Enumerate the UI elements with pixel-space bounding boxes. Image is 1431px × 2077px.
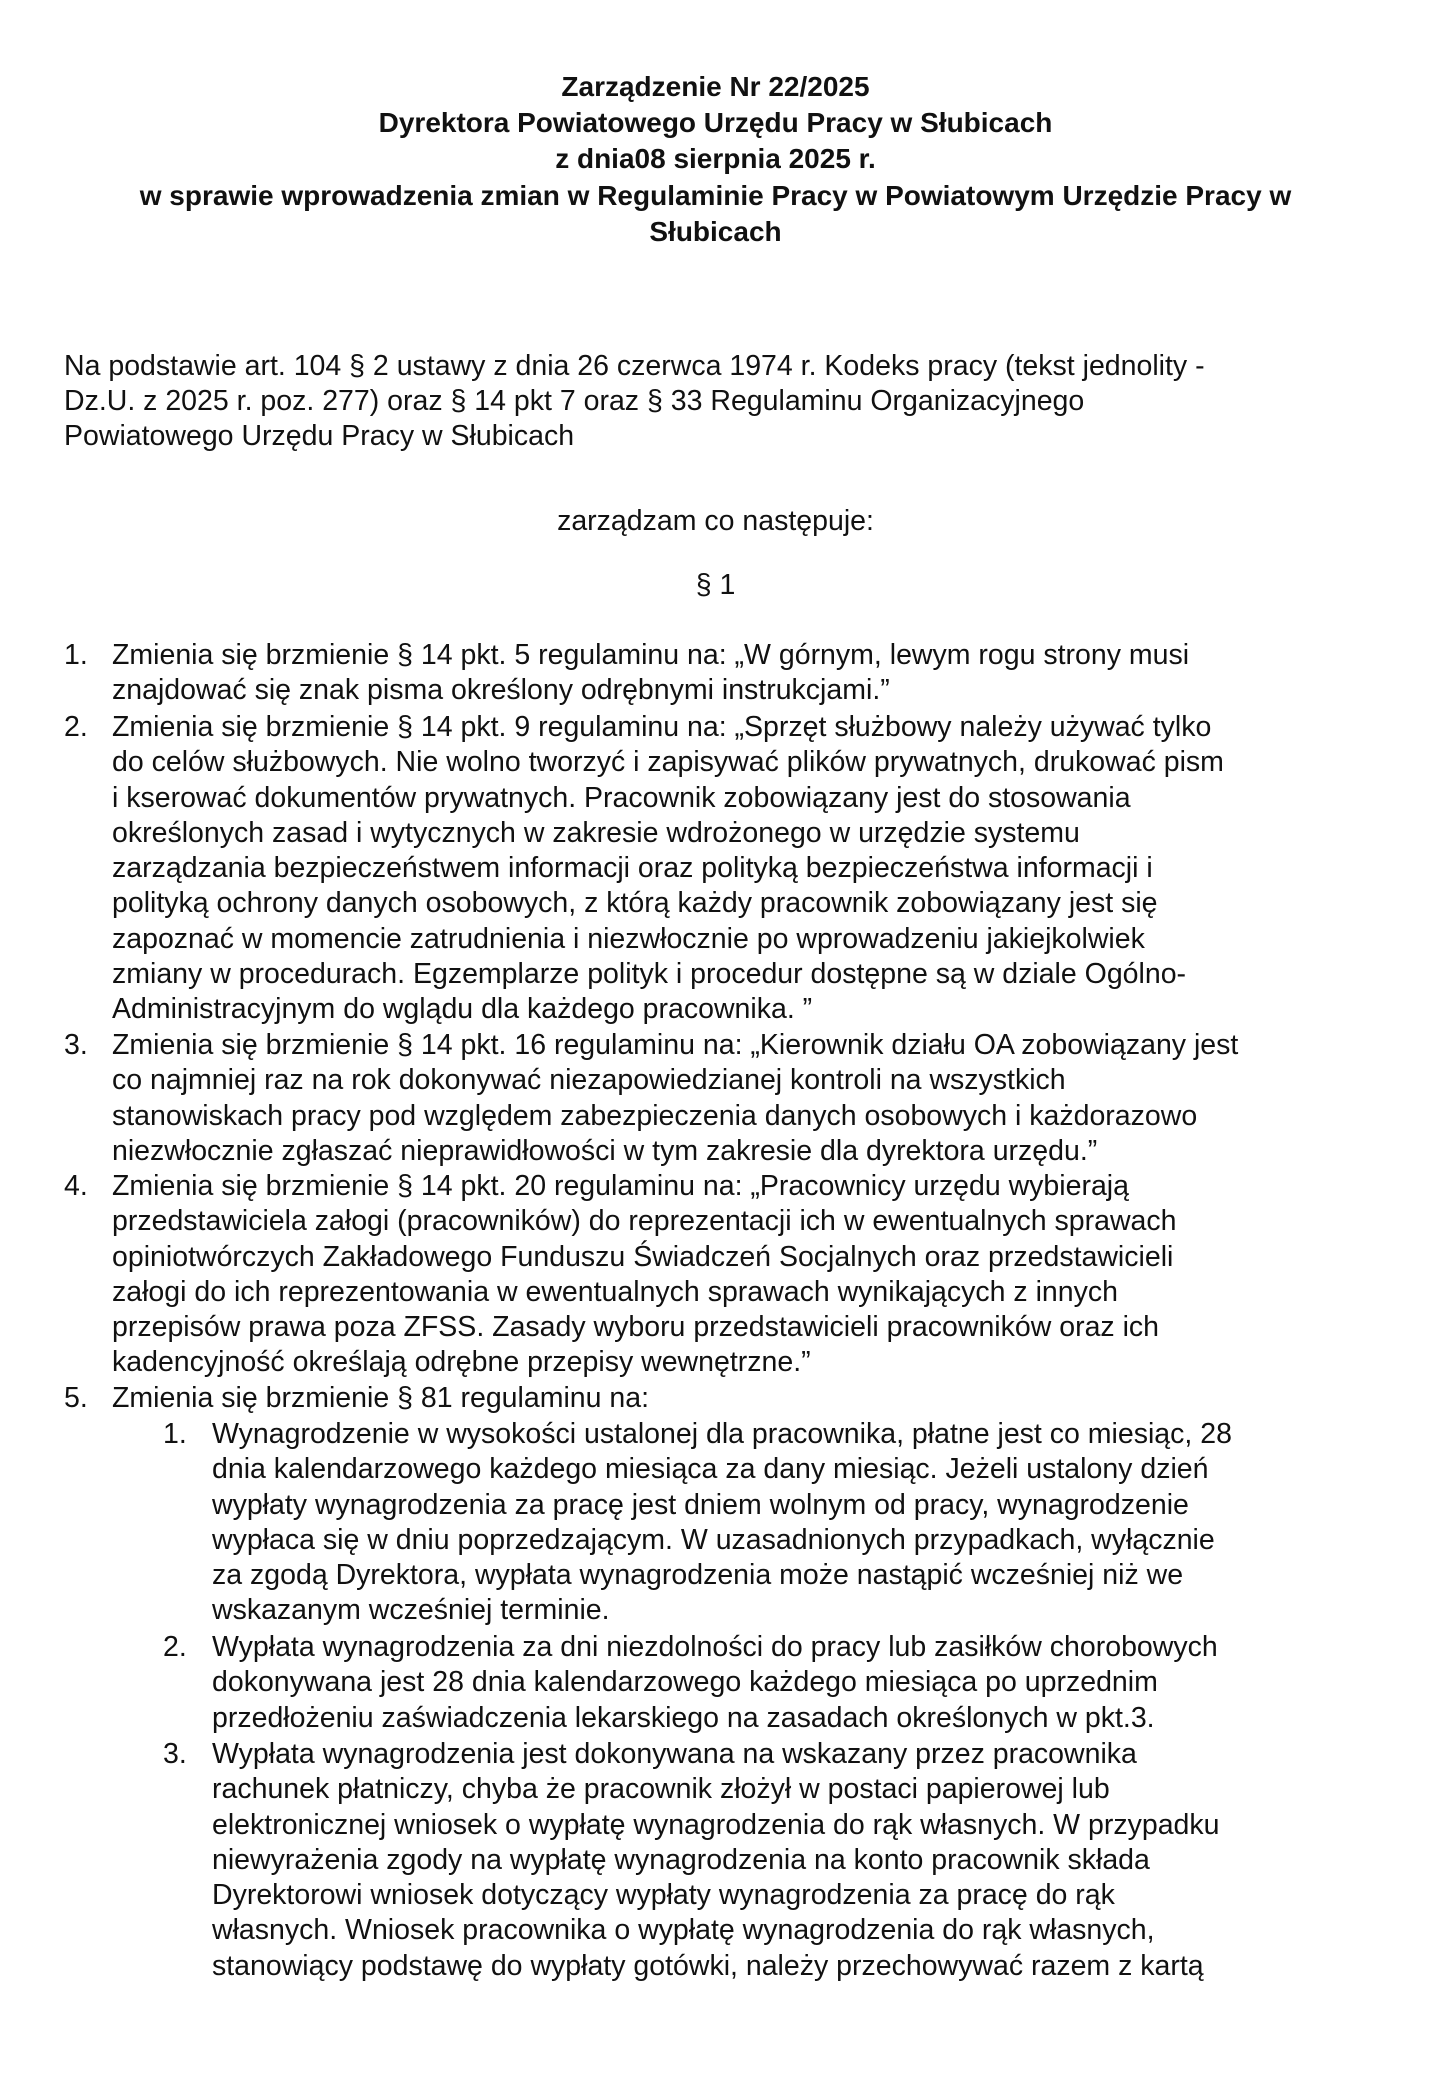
list-item-line: Zmienia się brzmienie § 14 pkt. 9 regulaminu na: „Sprzęt służbowy należy używać tylko — [112, 711, 1212, 743]
sublist-item-line: Wypłata wynagrodzenia za dni niezdolności do pracy lub zasiłków chorobowych — [212, 1631, 1218, 1663]
sublist-item-line: wskazanym wcześniej terminie. — [212, 1594, 610, 1627]
legal-basis-line: Na podstawie art. 104 § 2 ustawy z dnia 26 czerwca 1974 r. Kodeks pracy (tekst jednolity - — [64, 350, 1205, 382]
sublist-item-line: dokonywana jest 28 dnia kalendarzowego każdego miesiąca po uprzednim — [212, 1666, 1158, 1699]
document-subject-line: Słubicach — [649, 216, 782, 247]
sublist-item-line: wypłaty wynagrodzenia za pracę jest dniem wolnym od pracy, wynagrodzenie — [212, 1488, 1189, 1521]
sublist-item-number: 1. — [163, 1418, 187, 1450]
sublist-item-line: Wynagrodzenie w wysokości ustalonej dla pracownika, płatne jest co miesiąc, 28 — [212, 1418, 1232, 1450]
sublist-item — [163, 1737, 1220, 1984]
list-item-line: przedstawiciela załogi (pracowników) do reprezentacji ich w ewentualnych sprawach — [112, 1205, 1177, 1238]
legal-basis-line: Powiatowego Urzędu Pracy w Słubicach — [64, 420, 575, 452]
list-item-line: zmiany w procedurach. Egzemplarze polityk i procedur dostępne są w dziale Ogólno- — [112, 958, 1187, 991]
legal-basis — [64, 349, 1364, 454]
list-item-line: Zmienia się brzmienie § 81 regulaminu na: — [112, 1382, 650, 1414]
list-item-line: polityką ochrony danych osobowych, z którą każdy pracownik zobowiązany jest się — [112, 887, 1158, 920]
sublist-item-line: za zgodą Dyrektora, wypłata wynagrodzenia może nastąpić wcześniej niż we — [212, 1559, 1184, 1592]
sublist-item-number: 2. — [163, 1631, 187, 1663]
list-item-line: Zmienia się brzmienie § 14 pkt. 16 regulaminu na: „Kierownik działu OA zobowiązany jest — [112, 1029, 1239, 1061]
list-item — [64, 1169, 1177, 1381]
list-item-line: Administracyjnym do wglądu dla każdego pracownika. ” — [112, 993, 813, 1026]
list-item — [64, 1381, 650, 1416]
list-item-line: opiniotwórczych Zakładowego Funduszu Świadczeń Socjalnych oraz przedstawicieli — [112, 1240, 1174, 1273]
decree-line: zarządzam co następuje: — [557, 505, 874, 537]
sublist-item-line: wypłaca się w dniu poprzedzającym. W uzasadnionych przypadkach, wyłącznie — [212, 1523, 1215, 1556]
sublist-item — [163, 1630, 1218, 1736]
sublist-item-line: dnia kalendarzowego każdego miesiąca za dany miesiąc. Jeżeli ustalony dzień — [212, 1453, 1209, 1486]
list-item-line: stanowiskach pracy pod względem zabezpieczenia danych osobowych i każdorazowo — [112, 1099, 1198, 1132]
sublist-item-line: rachunek płatniczy, chyba że pracownik złożył w postaci papierowej lub — [212, 1773, 1110, 1806]
list-item — [64, 1028, 1239, 1169]
list-item-number: 1. — [64, 639, 88, 671]
document-title: Zarządzenie Nr 22/2025 — [561, 71, 870, 102]
list-item-line: co najmniej raz na rok dokonywać niezapowiedzianej kontroli na wszystkich — [112, 1064, 1066, 1097]
list-item-number: 3. — [64, 1029, 88, 1061]
document-date: z dnia08 sierpnia 2025 r. — [555, 143, 876, 174]
list-item-line: załogi do ich reprezentowania w ewentualnych sprawach wynikających z innych — [112, 1275, 1118, 1308]
document-subject-line: w sprawie wprowadzenia zmian w Regulaminie Pracy w Powiatowym Urzędzie Pracy w — [139, 180, 1292, 211]
sublist-item-line: Wypłata wynagrodzenia jest dokonywana na wskazany przez pracownika — [212, 1738, 1137, 1770]
list-item — [64, 710, 1224, 1028]
list-item-line: do celów służbowych. Nie wolno tworzyć i zapisywać plików prywatnych, drukować pism — [112, 746, 1224, 779]
list-item-number: 5. — [64, 1382, 88, 1414]
list-item-number: 4. — [64, 1170, 88, 1202]
sublist-item-line: elektronicznej wniosek o wypłatę wynagrodzenia do rąk własnych. W przypadku — [212, 1808, 1220, 1841]
list-item-line: kadencyjność określają odrębne przepisy wewnętrzne.” — [112, 1346, 811, 1379]
list-item — [64, 638, 1190, 709]
sublist-item-line: stanowiący podstawę do wypłaty gotówki, należy przechowywać razem z kartą — [212, 1949, 1204, 1982]
list-item-line: zarządzania bezpieczeństwem informacji oraz polityką bezpieczeństwa informacji i — [112, 852, 1153, 885]
list-item-line: określonych zasad i wytycznych w zakresie wdrożonego w urzędzie systemu — [112, 816, 1080, 849]
list-item-line: przepisów prawa poza ZFSS. Zasady wyboru przedstawicieli pracowników oraz ich — [112, 1311, 1160, 1344]
sublist-item — [163, 1417, 1232, 1629]
legal-basis-line: Dz.U. z 2025 r. poz. 277) oraz § 14 pkt 7 oraz § 33 Regulaminu Organizacyjnego — [64, 385, 1085, 417]
sublist-item-number: 3. — [163, 1738, 187, 1770]
sublist-item-line: przedłożeniu zaświadczenia lekarskiego na zasadach określonych w pkt.3. — [212, 1701, 1155, 1734]
list-item-line: zapoznać w momencie zatrudnienia i niezwłocznie po wprowadzeniu jakiejkolwiek — [112, 922, 1145, 955]
section-mark: § 1 — [695, 569, 736, 601]
sublist-item-line: niewyrażenia zgody na wypłatę wynagrodzenia na konto pracownik składa — [212, 1843, 1150, 1876]
list-item-line: i kserować dokumentów prywatnych. Pracownik zobowiązany jest do stosowania — [112, 781, 1131, 814]
list-item-number: 2. — [64, 711, 88, 743]
document-issuer: Dyrektora Powiatowego Urzędu Pracy w Słubicach — [378, 107, 1053, 138]
sublist-item-line: Dyrektorowi wniosek dotyczący wypłaty wynagrodzenia za pracę do rąk — [212, 1879, 1115, 1912]
list-item-line: Zmienia się brzmienie § 14 pkt. 5 regulaminu na: „W górnym, lewym rogu strony musi — [112, 639, 1190, 671]
list-item-line: niezwłocznie zgłaszać nieprawidłowości w tym zakresie dla dyrektora urzędu.” — [112, 1134, 1098, 1167]
list-item-line: Zmienia się brzmienie § 14 pkt. 20 regulaminu na: „Pracownicy urzędu wybierają — [112, 1170, 1129, 1202]
sublist-item-line: własnych. Wniosek pracownika o wypłatę wynagrodzenia do rąk własnych, — [212, 1914, 1155, 1947]
list-item-line: znajdować się znak pisma określony odrębnymi instrukcjami.” — [112, 674, 890, 707]
